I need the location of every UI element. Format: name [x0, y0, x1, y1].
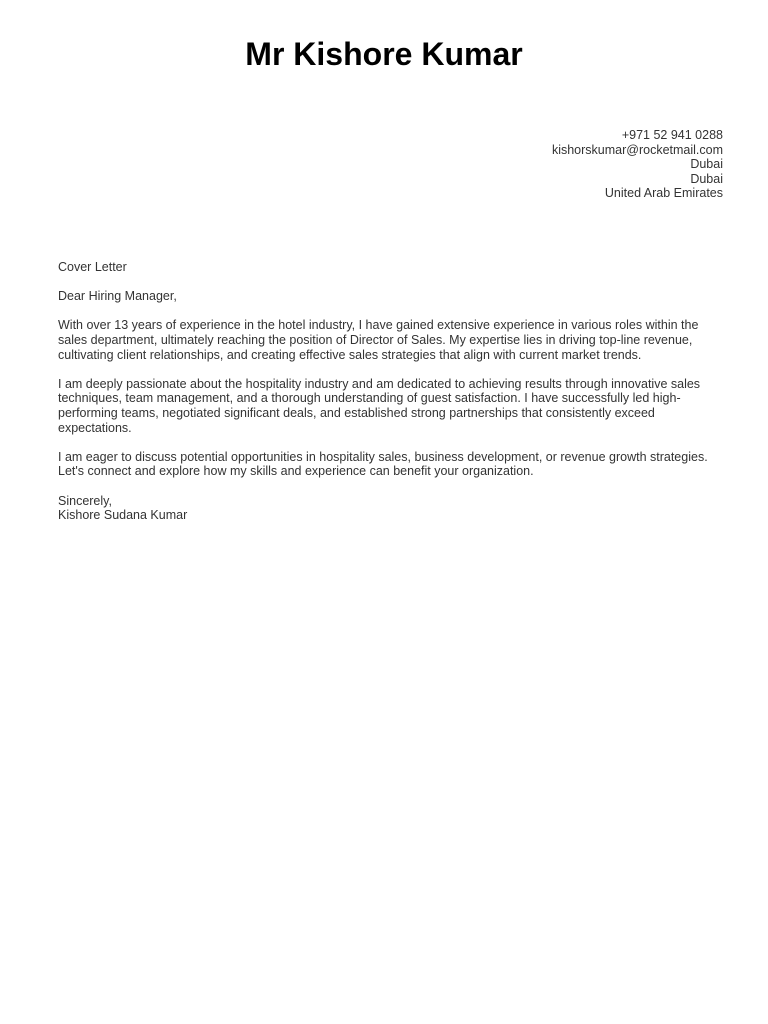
letter-paragraph-3: I am eager to discuss potential opportunities in hospitality sales, business development, or revenue growth strategies. Let's connect and explore how my skills and experience can benefit your organization.: [58, 449, 708, 479]
letter-closing: Sincerely,: [58, 493, 112, 508]
contact-region: Dubai: [690, 171, 723, 186]
contact-phone: +971 52 941 0288: [621, 128, 723, 142]
letter-body: [58, 260, 718, 523]
letter-heading: Cover Letter: [58, 260, 127, 274]
letter-paragraph-2: I am deeply passionate about the hospitality industry and am dedicated to achieving results through innovative sales techniques, team management, and a thorough understanding of guest satisfaction. I have successfully led high-performing teams, negotiated significant deals, and established strong partnerships that consistently exceed expectations.: [58, 376, 701, 435]
letter-salutation: Dear Hiring Manager,: [58, 289, 177, 304]
contact-block: [323, 128, 723, 201]
contact-city: Dubai: [690, 157, 723, 172]
applicant-name: Mr Kishore Kumar: [245, 36, 523, 72]
contact-email: kishorskumar@rocketmail.com: [551, 142, 723, 157]
contact-country: United Arab Emirates: [604, 186, 723, 201]
letter-signature: Kishore Sudana Kumar: [58, 508, 188, 523]
letter-paragraph-1: With over 13 years of experience in the hotel industry, I have gained extensive experience in various roles within the sales department, ultimately reaching the position of Director of Sales. My expertise lies in driving top-line revenue, cultivating client relationships, and creating effective sales strategies that align with current market trends.: [58, 318, 699, 362]
